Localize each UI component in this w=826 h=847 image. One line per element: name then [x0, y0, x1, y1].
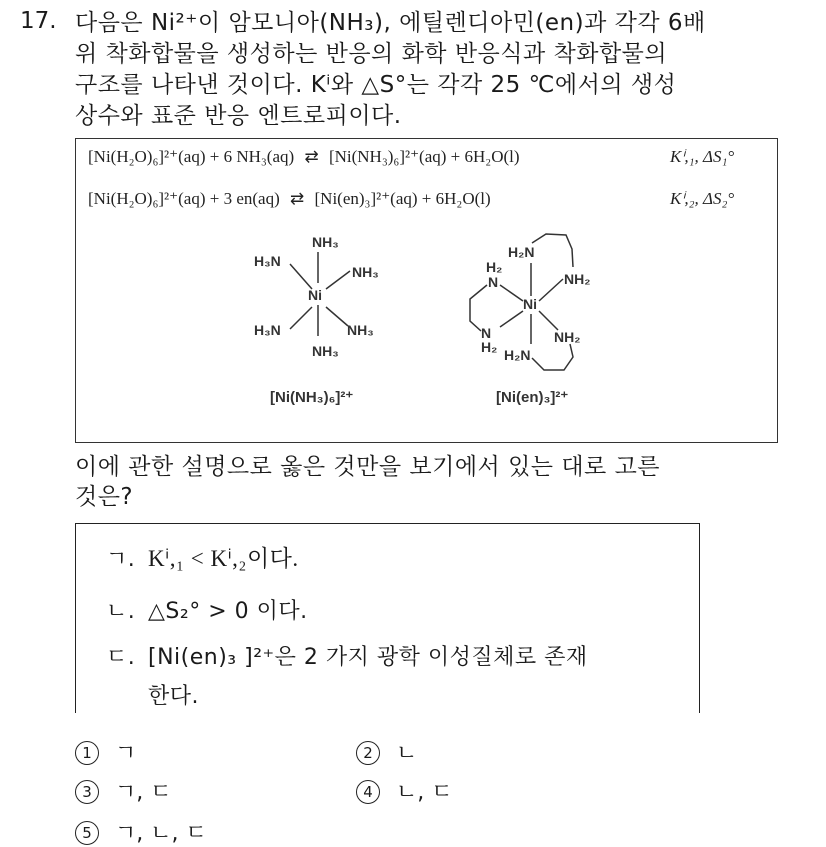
- atom-label: H₂: [486, 259, 503, 275]
- bogi-item-text: △S₂° > 0 이다.: [148, 599, 308, 624]
- en-complex-structure: [481, 244, 590, 363]
- atom-label: N: [488, 274, 499, 290]
- stem-line: 구조를 나타낸 것이다. Kⁱ와 △S°는 각각 25 ℃에서의 생성: [75, 72, 677, 98]
- choice-text: ㄱ: [115, 741, 137, 766]
- choice-number: 1: [75, 741, 99, 765]
- question-number: 17.: [20, 8, 57, 34]
- center-atom: Ni: [523, 296, 537, 312]
- ligand-label: NH₃: [312, 234, 339, 250]
- stem-line: 상수와 표준 반응 엔트로피이다.: [75, 103, 402, 129]
- question-stem: [75, 8, 795, 132]
- choice-text: ㄱ, ㄴ, ㄷ: [115, 821, 207, 846]
- answer-choice-3[interactable]: [75, 775, 172, 806]
- bogi-item-text: Kⁱ,₁ < Kⁱ,₂이다.: [148, 546, 299, 571]
- ligand-label: NH₃: [347, 322, 374, 338]
- choice-number: 4: [356, 780, 380, 804]
- atom-label: H₂: [481, 339, 498, 355]
- nh3-complex-caption: [Ni(NH₃)₆]²⁺: [270, 389, 354, 406]
- complex-structures: [76, 139, 779, 444]
- choice-number: 2: [356, 741, 380, 765]
- atom-label: H₂N: [504, 347, 531, 363]
- equilibrium-arrow-icon: ⇄: [290, 189, 305, 208]
- atom-label: NH₂: [554, 329, 581, 345]
- ligand-label: NH₃: [312, 343, 339, 359]
- bogi-item-text: [Ni(en)₃ ]²⁺은 2 가지 광학 이성질체로 존재: [148, 645, 588, 670]
- eq2-reactants: [Ni(H₂O)₆]²⁺(aq) + 3 en(aq): [88, 189, 280, 208]
- eq2-products: [Ni(en)₃]²⁺(aq) + 6H₂O(l): [314, 189, 491, 208]
- bogi-item-label: ㄷ.: [106, 645, 136, 670]
- atom-label: N: [481, 325, 492, 341]
- choice-number: 5: [75, 821, 99, 845]
- answer-choice-1[interactable]: [75, 736, 136, 767]
- eq1-products: [Ni(NH₃)₆]²⁺(aq) + 6H₂O(l): [328, 147, 520, 166]
- bogi-item: [106, 540, 299, 573]
- bogi-item: [106, 640, 588, 671]
- ligand-label: H₃N: [254, 253, 281, 269]
- choice-number: 3: [75, 780, 99, 804]
- eq1-reactants: [Ni(H₂O)₆]²⁺(aq) + 6 NH₃(aq): [88, 147, 295, 166]
- ligand-label: H₃N: [254, 322, 281, 338]
- equilibrium-arrow-icon: ⇄: [304, 147, 319, 166]
- ligand-label: NH₃: [352, 264, 379, 280]
- stem-line: 다음은 Ni²⁺이 암모니아(NH₃), 에틸렌디아민(en)과 각각 6배: [75, 10, 706, 36]
- bogi-item: [106, 679, 199, 710]
- center-atom: Ni: [308, 287, 322, 303]
- prompt-line: 이에 관한 설명으로 옳은 것만을 보기에서 있는 대로 고른: [75, 454, 661, 480]
- bogi-box: [75, 523, 700, 713]
- choice-text: ㄱ, ㄷ: [115, 780, 172, 805]
- nh3-complex-structure: [254, 234, 379, 359]
- bogi-item-label: ㄱ.: [106, 547, 136, 572]
- answer-choice-2[interactable]: [356, 736, 417, 767]
- answer-choice-5[interactable]: [75, 816, 207, 847]
- answer-choice-4[interactable]: [356, 775, 453, 806]
- choice-text: ㄴ: [396, 741, 418, 766]
- eq2-constants: Kⁱ,₂, ΔS₂°: [670, 189, 735, 208]
- bogi-item: [106, 594, 308, 625]
- bogi-item-text: 한다.: [148, 684, 199, 709]
- choice-text: ㄴ, ㄷ: [396, 780, 453, 805]
- atom-label: H₂N: [508, 244, 535, 260]
- atom-label: NH₂: [564, 271, 591, 287]
- question-prompt: [75, 452, 795, 512]
- reaction-box: [75, 138, 778, 443]
- prompt-line: 것은?: [75, 484, 134, 510]
- eq1-constants: Kⁱ,₁, ΔS₁°: [670, 147, 735, 166]
- en-complex-caption: [Ni(en)₃]²⁺: [496, 389, 569, 406]
- stem-line: 위 착화합물을 생성하는 반응의 화학 반응식과 착화합물의: [75, 41, 668, 67]
- bogi-item-label: ㄴ.: [106, 599, 136, 624]
